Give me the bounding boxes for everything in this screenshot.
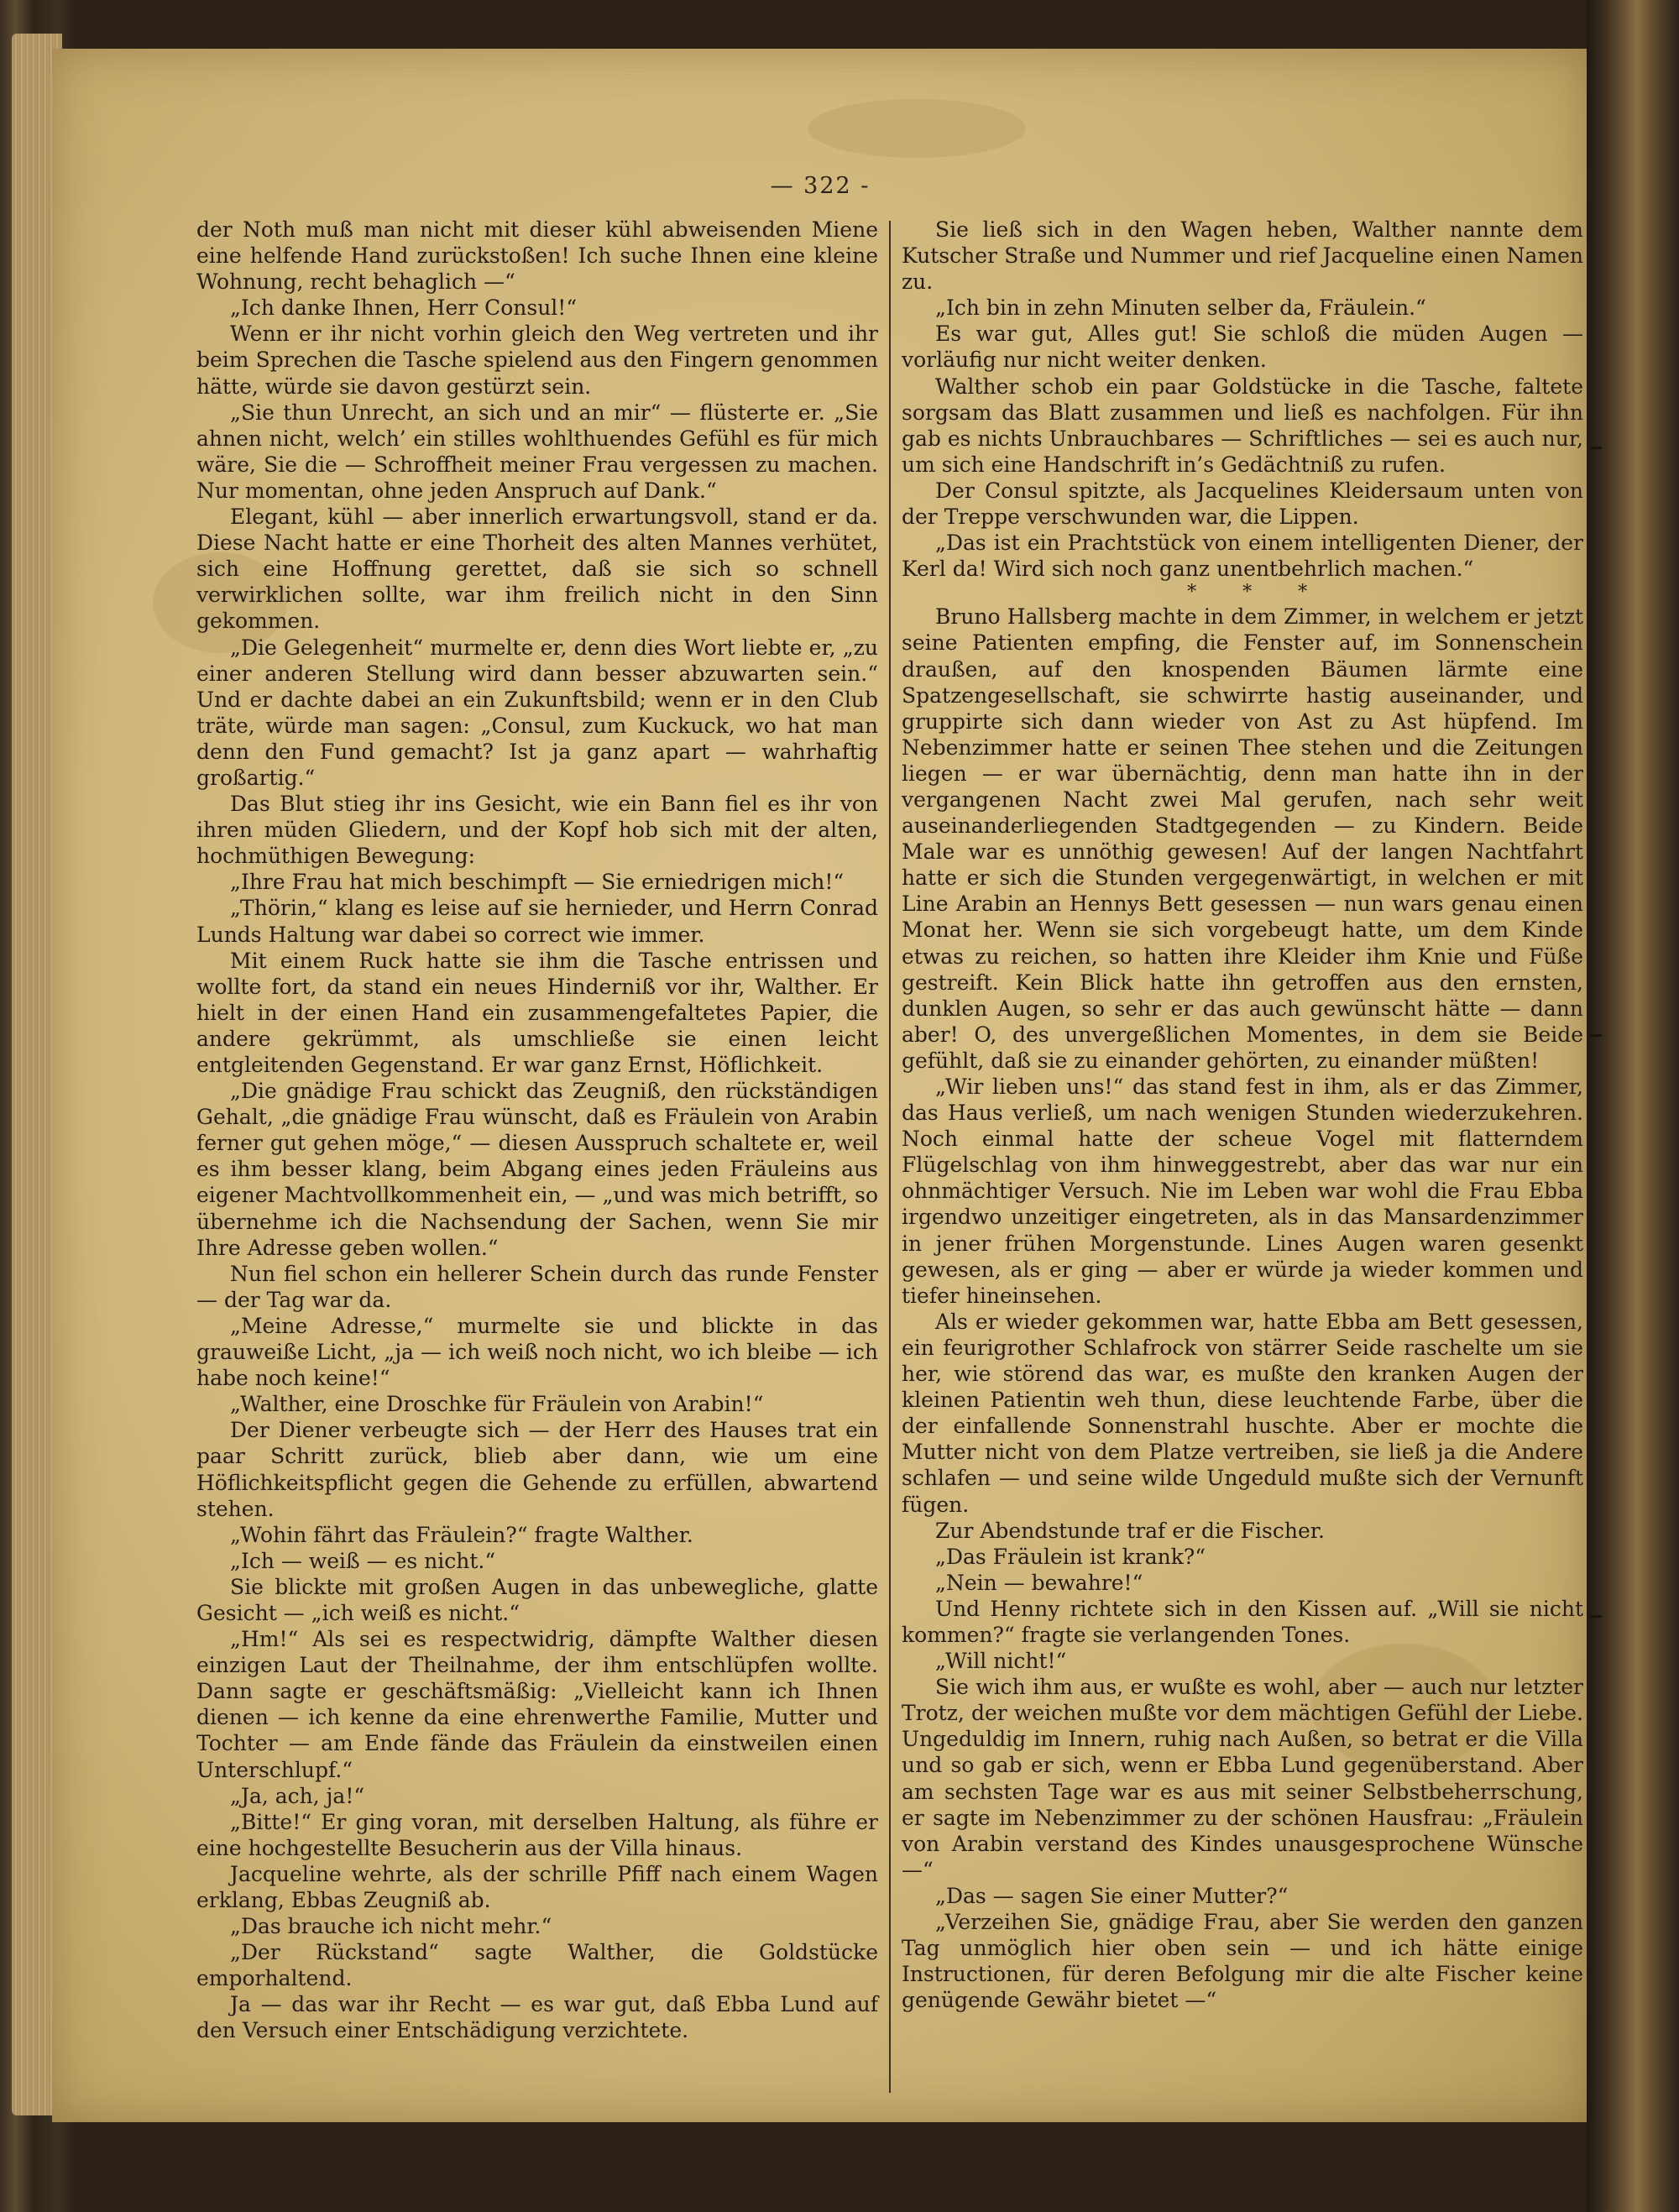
paragraph: „Meine Adresse,“ murmelte sie und blickte in das grauweiße Licht, „ja — ich weiß noch nicht, wo ich bleibe — ich habe noch keine!“: [196, 1313, 878, 1391]
section-break: * * *: [1187, 582, 1328, 604]
paragraph: Sie wich ihm aus, er wußte es wohl, aber — auch nur letzter Trotz, der weichen mußte vor dem mächtigen Gefühl der Liebe. Ungeduldig im Innern, ruhig nach Außen, so betrat er die Villa und so gab er sich, wenn er Ebba Lund gegenüberstand. Aber am sechsten Tage war es aus mit seiner Selbstbeherrschung, er sagte im Nebenzimmer zu der schönen Hausfrau: „Fräulein von Arabin verstand des Kindes unausgesprochene Wünsche —“: [902, 1675, 1583, 1882]
paragraph: Als er wieder gekommen war, hatte Ebba am Bett gesessen, ein feurigrother Schlafrock von stärrer Seide raschelte um sie her, wie störend das war, es mußte den kranken Augen der kleinen Patientin weh thun, diese leuchtende Farbe, über die der einfallende Sonnenstrahl huschte. Aber er mochte die Mutter nicht von dem Platze vertreiben, sie ließ ja die Andere schlafen — und seine wilde Ungeduld mußte sich der Vernunft fügen.: [902, 1309, 1583, 1517]
paragraph: „Wohin fährt das Fräulein?“ fragte Walther.: [230, 1522, 693, 1547]
paragraph: „Die Gelegenheit“ murmelte er, denn dies Wort liebte er, „zu einer anderen Stellung wird dann besser abzuwarten sein.“ Und er dachte dabei an ein Zukunftsbild; wenn er in den Club träte, würde man sagen: „Consul, zum Kuckuck, wo hat man denn den Fund gemacht? Ist ja ganz apart — wahrhaftig großartig.“: [196, 635, 878, 790]
paragraph: Bruno Hallsberg machte in dem Zimmer, in welchem er jetzt seine Patienten empfing, die Fenster auf, im Sonnenschein draußen, auf den knospenden Bäumen lärmte eine Spatzengesellschaft, sie schwirrte hastig auseinander, und gruppirte sich dann wieder von Ast zu Ast hüpfend. Im Nebenzimmer hatte er seinen Thee stehen und die Zeitungen liegen — er war übernächtig, denn man hatte ihn in der vergangenen Nacht zwei Mal gerufen, nach sehr weit auseinanderliegenden Stadtgegenden — zu Kindern. Beide Male war es unnöthig gewesen! Auf der langen Nachtfahrt hatte er sich die Stunden vergegenwärtigt, in welchen er mit Line Arabin an Hennys Bett gesessen — nun wars genau einen Monat her. Wenn sie sich vorgebeugt hatte, um dem Kinde etwas zu reichen, so hatten ihre Kleider ihm Knie und Füße gestreift. Kein Blick hatte ihn getroffen aus den ernsten, dunklen Augen, so sehr er das auch gewünscht hätte — dann aber! O, des unvergeßlichen Momentes, in dem sie Beide gefühlt, daß sie zu einander gehörten, zu einander müßten!: [902, 604, 1583, 1073]
paragraph: Das Blut stieg ihr ins Gesicht, wie ein Bann fiel es ihr von ihren müden Gliedern, und der Kopf hob sich mit der alten, hochmüthigen Bewegung:: [196, 792, 878, 869]
paragraph: „Das brauche ich nicht mehr.“: [230, 1914, 552, 1939]
paragraph: „Ich bin in zehn Minuten selber da, Fräulein.“: [935, 295, 1426, 321]
binding-mark: [1590, 447, 1602, 449]
paragraph: „Verzeihen Sie, gnädige Frau, aber Sie werden den ganzen Tag unmöglich hier oben sein — und ich hätte einige Instructionen, für deren Befolgung mir die alte Fischer keine genügende Gewähr bietet —“: [902, 1910, 1583, 2013]
paragraph: „Das ist ein Prachtstück von einem intelligenten Diener, der Kerl da! Wird sich noch ganz unentbehrlich machen.“: [902, 531, 1583, 582]
book-binding: [1587, 0, 1679, 2212]
paragraph: „Will nicht!“: [935, 1649, 1067, 1674]
paragraph: „Bitte!“ Er ging voran, mit derselben Haltung, als führe er eine hochgestellte Besucherin aus der Villa hinaus.: [196, 1809, 878, 1860]
paragraph: Der Diener verbeugte sich — der Herr des Hauses trat ein paar Schritt zurück, blieb aber dann, wie um eine Höflichkeitspflicht gegen die Gehende zu erfüllen, abwartend stehen.: [196, 1418, 878, 1521]
right-column-part-2: [902, 604, 1583, 2013]
right-column: [902, 217, 1583, 2013]
page: [52, 49, 1588, 2122]
binding-mark: [1590, 1615, 1602, 1618]
paragraph: „Ihre Frau hat mich beschimpft — Sie erniedrigen mich!“: [230, 870, 845, 895]
paragraph: „Ich danke Ihnen, Herr Consul!“: [230, 295, 578, 321]
paragraph: „Die gnädige Frau schickt das Zeugniß, den rückständigen Gehalt, „die gnädige Frau wünscht, daß es Fräulein von Arabin ferner gut gehen möge,“ — diesen Ausspruch schaltete er, weil es ihm besser klang, beim Abgang eines jeden Fräuleins aus eigener Machtvollkommenheit ein, — „und was mich betrifft, so übernehme ich die Nachsendung der Sachen, wenn Sie mir Ihre Adresse geben wollen.“: [196, 1079, 878, 1260]
paragraph: „Nein — bewahre!“: [935, 1570, 1143, 1595]
paragraph: Und Henny richtete sich in den Kissen auf. „Will sie nicht kommen?“ fragte sie verlangenden Tones.: [902, 1596, 1583, 1647]
left-column: [196, 217, 878, 2044]
paragraph: „Wir lieben uns!“ das stand fest in ihm, als er das Zimmer, das Haus verließ, um nach wenigen Stunden wiederzukehren. Noch einmal hatte der scheue Vogel mit flatterndem Flügelschlag von ihm hinweggestrebt, aber das war nur ein ohnmächtiger Versuch. Nie im Leben war wohl die Frau Ebba irgendwo unzeitiger eingetreten, als in das Mansardenzimmer in jener frühen Morgenstunde. Lines Augen waren gesenkt gewesen, als er ging — aber er würde ja wieder kommen und tiefer hineinsehen.: [902, 1075, 1583, 1308]
paragraph: Nun fiel schon ein hellerer Schein durch das runde Fenster — der Tag war da.: [196, 1261, 878, 1312]
paragraph: „Sie thun Unrecht, an sich und an mir“ — flüsterte er. „Sie ahnen nicht, welch’ ein stilles wohlthuendes Gefühl es für mich wäre, Sie die — Schroffheit meiner Frau vergessen zu machen. Nur momentan, ohne jeden Anspruch auf Dank.“: [196, 400, 878, 503]
paragraph: „Ja, ach, ja!“: [230, 1783, 365, 1808]
paragraph: „Ich — weiß — es nicht.“: [230, 1548, 496, 1573]
paper-stain: [808, 99, 1026, 158]
paragraph: Walther schob ein paar Goldstücke in die Tasche, faltete sorgsam das Blatt zusammen und ließ es nachfolgen. Für ihn gab es nichts Unbrauchbares — Schriftliches — sei es auch nur, um sich eine Handschrift in’s Gedächtniß zu rufen.: [902, 374, 1583, 477]
paragraph: Elegant, kühl — aber innerlich erwartungsvoll, stand er da. Diese Nacht hatte er eine Thorheit des alten Mannes verhütet, sich eine Hoffnung gerettet, daß sie sich so schnell verwirklichen sollte, war ihm freilich nicht in den Sinn gekommen.: [196, 505, 878, 634]
paragraph: Der Consul spitzte, als Jacquelines Kleidersaum unten von der Treppe verschwunden war, die Lippen.: [902, 478, 1583, 530]
right-column-part-1: [902, 217, 1583, 582]
paragraph: Sie ließ sich in den Wagen heben, Walther nannte dem Kutscher Straße und Nummer und rief Jacqueline einen Namen zu.: [902, 217, 1583, 295]
paragraph: Sie blickte mit großen Augen in das unbewegliche, glatte Gesicht — „ich weiß es nicht.“: [196, 1574, 878, 1625]
page-number: — 322 -: [770, 173, 871, 199]
paragraph: „Thörin,“ klang es leise auf sie hernieder, und Herrn Conrad Lunds Haltung war dabei so correct wie immer.: [196, 896, 878, 947]
column-rule: [889, 221, 891, 2093]
paragraph: „Das Fräulein ist krank?“: [935, 1544, 1206, 1569]
paragraph: Wenn er ihr nicht vorhin gleich den Weg vertreten und ihr beim Sprechen die Tasche spielend aus den Fingern genommen hätte, würde sie davon gestürzt sein.: [196, 322, 878, 399]
paragraph: Ja — das war ihr Recht — es war gut, daß Ebba Lund auf den Versuch einer Entschädigung verzichtete.: [196, 1992, 878, 2043]
paragraph: Zur Abendstunde traf er die Fischer.: [935, 1518, 1325, 1543]
paragraph: „Der Rückstand“ sagte Walther, die Goldstücke emporhaltend.: [196, 1940, 878, 1991]
paragraph: Mit einem Ruck hatte sie ihm die Tasche entrissen und wollte fort, da stand ein neues Hinderniß vor ihr, Walther. Er hielt in der einen Hand ein zusammengefaltetes Papier, die andere gekrümmt, als umschließe sie einen leicht entgleitenden Gegenstand. Er war ganz Ernst, Höflichkeit.: [196, 948, 878, 1077]
paragraph: „Das — sagen Sie einer Mutter?“: [935, 1883, 1289, 1908]
paragraph: Jacqueline wehrte, als der schrille Pfiff nach einem Wagen erklang, Ebbas Zeugniß ab.: [196, 1861, 878, 1912]
paragraph: „Hm!“ Als sei es respectwidrig, dämpfte Walther diesen einzigen Laut der Theilnahme, der ihm entschlüpfen wollte. Dann sagte er geschäftsmäßig: „Vielleicht kann ich Ihnen dienen — ich kenne da eine ehrenwerthe Familie, Mutter und Tochter — am Ende fände das Fräulein da einstweilen einen Unterschlupf.“: [196, 1627, 878, 1782]
paragraph: der Noth muß man nicht mit dieser kühl abweisenden Miene eine helfende Hand zurückstoßen! Ich suche Ihnen eine kleine Wohnung, recht behaglich —“: [196, 217, 878, 295]
paragraph: „Walther, eine Droschke für Fräulein von Arabin!“: [230, 1392, 764, 1417]
paragraph: Es war gut, Alles gut! Sie schloß die müden Augen — vorläufig nur nicht weiter denken.: [902, 322, 1583, 373]
binding-mark: [1590, 1034, 1602, 1037]
